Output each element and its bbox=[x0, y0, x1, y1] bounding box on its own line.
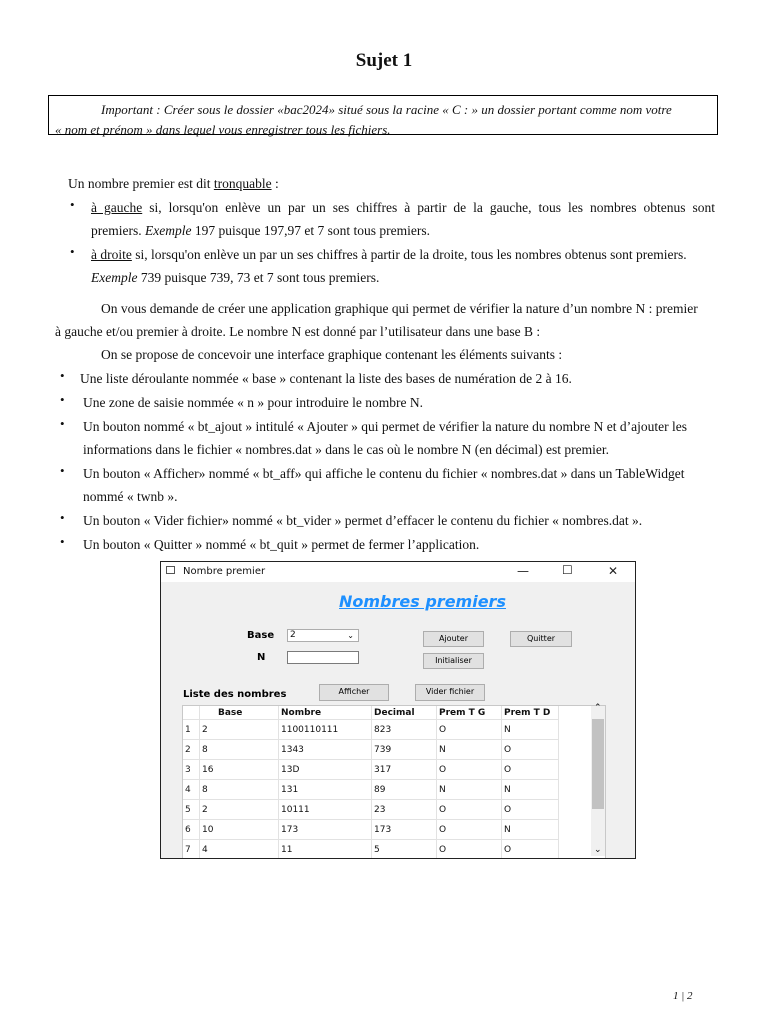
cell-base[interactable]: 8 bbox=[200, 780, 279, 800]
page-title: Sujet 1 bbox=[355, 50, 413, 71]
cell-prem-tg[interactable]: N bbox=[437, 780, 502, 800]
intro-line bbox=[68, 172, 279, 195]
cell-decimal[interactable]: 173 bbox=[372, 820, 437, 840]
def-right-example: 739 puisque 739, 73 et 7 sont tous premiers. bbox=[137, 270, 380, 285]
window-titlebar bbox=[161, 562, 635, 582]
important-line-2: « nom et prénom » dans lequel vous enregistrer tous les fichiers. bbox=[55, 122, 391, 137]
app-icon bbox=[166, 566, 175, 574]
cell-base[interactable]: 8 bbox=[200, 740, 279, 760]
intro-term: tronquable bbox=[213, 176, 272, 191]
cell-base[interactable]: 16 bbox=[200, 760, 279, 780]
cell-decimal[interactable]: 89 bbox=[372, 780, 437, 800]
def-right-label: à droite bbox=[91, 247, 132, 262]
cell-decimal[interactable]: 739 bbox=[372, 740, 437, 760]
col-header-decimal[interactable]: Decimal bbox=[372, 706, 437, 720]
minimize-icon[interactable]: — bbox=[517, 564, 529, 578]
table-row[interactable] bbox=[183, 820, 559, 840]
bullet-icon: • bbox=[60, 510, 65, 525]
cell-decimal[interactable]: 823 bbox=[372, 720, 437, 740]
cell-decimal[interactable]: 5 bbox=[372, 840, 437, 860]
list-label: Liste des nombres bbox=[183, 689, 287, 700]
def-left-line-2 bbox=[91, 219, 430, 242]
cell-prem-tg[interactable]: O bbox=[437, 720, 502, 740]
def-right-text: si, lorsqu'on enlève un par un ses chiffres à partir de la droite, tous les nombres obtenus sont premiers. bbox=[131, 247, 687, 262]
maximize-icon[interactable]: ☐ bbox=[562, 563, 573, 577]
para2: On se propose de concevoir une interface graphique contenant les éléments suivants : bbox=[101, 347, 563, 362]
cell-base[interactable]: 10 bbox=[200, 820, 279, 840]
window-title: Nombre premier bbox=[183, 566, 266, 577]
intro-post: : bbox=[271, 176, 279, 191]
row-header: 2 bbox=[183, 740, 200, 760]
item-aff: Un bouton « Afficher» nommé « bt_aff» qui affiche le contenu du fichier « nombres.dat » dans un TableWidget bbox=[83, 466, 685, 481]
def-left-text: si, lorsqu'on enlève un par un ses chiffres à partir de la gauche, tous les nombres obtenus sont bbox=[142, 200, 716, 215]
table-row[interactable] bbox=[183, 720, 559, 740]
item-aff-cont: nommé « twnb ». bbox=[83, 489, 178, 504]
close-icon[interactable]: ✕ bbox=[608, 564, 619, 578]
cell-nombre[interactable]: 13D bbox=[279, 760, 372, 780]
def-left-example-label: Exemple bbox=[144, 223, 192, 238]
bullet-icon: • bbox=[60, 368, 65, 383]
def-left-example: 197 puisque 197,97 et 7 sont tous premiers. bbox=[191, 223, 430, 238]
app-heading: Nombres premiers bbox=[339, 592, 506, 611]
row-header: 5 bbox=[183, 800, 200, 820]
chevron-up-icon[interactable]: ⌃ bbox=[594, 703, 602, 713]
def-right-example-label: Exemple bbox=[91, 270, 138, 285]
row-header: 7 bbox=[183, 840, 200, 860]
cell-prem-tg[interactable]: O bbox=[437, 820, 502, 840]
cell-prem-td[interactable]: N bbox=[502, 820, 559, 840]
item-base: Une liste déroulante nommée « base » contenant la liste des bases de numération de 2 à 16. bbox=[80, 371, 572, 386]
cell-prem-tg[interactable]: O bbox=[437, 800, 502, 820]
base-label: Base bbox=[247, 630, 275, 641]
chevron-down-icon[interactable]: ⌄ bbox=[594, 845, 602, 855]
def-right-line-1 bbox=[91, 243, 715, 266]
app-window bbox=[160, 561, 636, 859]
cell-nombre[interactable]: 1343 bbox=[279, 740, 372, 760]
def-left-label: à gauche bbox=[91, 200, 143, 215]
bullet-icon: • bbox=[70, 197, 75, 212]
base-value: 2 bbox=[290, 630, 296, 640]
bullet-icon: • bbox=[60, 534, 65, 549]
important-line-1: Important : Créer sous le dossier «bac2024» situé sous la racine « C : » un dossier portant comme nom votre bbox=[101, 102, 672, 117]
afficher-button[interactable]: Afficher bbox=[319, 684, 389, 701]
para1-line-2: à gauche et/ou premier à droite. Le nombre N est donné par l’utilisateur dans une base B : bbox=[55, 324, 541, 339]
cell-base[interactable]: 2 bbox=[200, 720, 279, 740]
item-ajout: Un bouton nommé « bt_ajout » intitulé « Ajouter » qui permet de vérifier la nature du nombre N et d’ajouter les bbox=[83, 419, 687, 434]
chevron-down-icon: ⌄ bbox=[347, 631, 354, 640]
corner-header bbox=[183, 706, 200, 720]
item-n: Une zone de saisie nommée « n » pour introduire le nombre N. bbox=[83, 395, 424, 410]
def-left-pre: premiers. bbox=[91, 223, 145, 238]
cell-prem-td[interactable]: N bbox=[502, 780, 559, 800]
cell-base[interactable]: 2 bbox=[200, 800, 279, 820]
col-header-base[interactable]: Base bbox=[200, 706, 279, 720]
cell-nombre[interactable]: 131 bbox=[279, 780, 372, 800]
def-right-line-2 bbox=[91, 266, 379, 289]
cell-decimal[interactable]: 23 bbox=[372, 800, 437, 820]
n-label: N bbox=[257, 652, 266, 663]
row-header: 3 bbox=[183, 760, 200, 780]
item-quit: Un bouton « Quitter » nommé « bt_quit » permet de fermer l’application. bbox=[83, 537, 480, 552]
bullet-icon: • bbox=[60, 463, 65, 478]
item-vider: Un bouton « Vider fichier» nommé « bt_vider » permet d’effacer le contenu du fichier « nombres.dat ». bbox=[83, 513, 643, 528]
cell-prem-tg[interactable]: O bbox=[437, 840, 502, 860]
table-row[interactable] bbox=[183, 780, 559, 800]
row-header: 1 bbox=[183, 720, 200, 740]
table-row[interactable] bbox=[183, 800, 559, 820]
cell-prem-td[interactable]: O bbox=[502, 800, 559, 820]
table-row[interactable] bbox=[183, 840, 559, 860]
bullet-icon: • bbox=[70, 244, 75, 259]
twnb-table[interactable] bbox=[182, 705, 606, 859]
base-combobox[interactable] bbox=[287, 629, 359, 642]
important-note-box bbox=[48, 95, 718, 135]
ajouter-button[interactable]: Ajouter bbox=[423, 631, 484, 647]
row-header: 6 bbox=[183, 820, 200, 840]
col-header-nombre[interactable]: Nombre bbox=[279, 706, 372, 720]
cell-base[interactable]: 4 bbox=[200, 840, 279, 860]
para1-line-1: On vous demande de créer une application graphique qui permet de vérifier la nature d’un nombre N : premier bbox=[101, 301, 698, 316]
item-ajout-cont: informations dans le fichier « nombres.dat » dans le cas où le nombre N (en décimal) est premier. bbox=[83, 442, 609, 457]
bullet-icon: • bbox=[60, 392, 65, 407]
cell-prem-td[interactable]: O bbox=[502, 740, 559, 760]
bullet-icon: • bbox=[60, 416, 65, 431]
def-left-line-1 bbox=[91, 196, 715, 219]
n-input[interactable] bbox=[287, 651, 359, 664]
vider-fichier-button[interactable]: Vider fichier bbox=[415, 684, 485, 701]
cell-decimal[interactable]: 317 bbox=[372, 760, 437, 780]
row-header: 4 bbox=[183, 780, 200, 800]
initialiser-button[interactable]: Initialiser bbox=[423, 653, 484, 669]
col-header-prem-td[interactable]: Prem T D bbox=[502, 706, 559, 720]
cell-prem-td[interactable]: N bbox=[502, 720, 559, 740]
cell-prem-tg[interactable]: N bbox=[437, 740, 502, 760]
cell-prem-tg[interactable]: O bbox=[437, 760, 502, 780]
col-header-prem-tg[interactable]: Prem T G bbox=[437, 706, 502, 720]
table-row[interactable] bbox=[183, 760, 559, 780]
cell-prem-td[interactable]: O bbox=[502, 760, 559, 780]
cell-prem-td[interactable]: O bbox=[502, 840, 559, 860]
page-number: 1 | 2 bbox=[673, 990, 693, 1002]
cell-nombre[interactable]: 1100110111 bbox=[279, 720, 372, 740]
cell-nombre[interactable]: 10111 bbox=[279, 800, 372, 820]
intro-pre: Un nombre premier est dit bbox=[68, 176, 214, 191]
table-row[interactable] bbox=[183, 740, 559, 760]
cell-nombre[interactable]: 173 bbox=[279, 820, 372, 840]
scrollbar-thumb[interactable] bbox=[592, 719, 604, 809]
quitter-button[interactable]: Quitter bbox=[510, 631, 572, 647]
cell-nombre[interactable]: 11 bbox=[279, 840, 372, 860]
